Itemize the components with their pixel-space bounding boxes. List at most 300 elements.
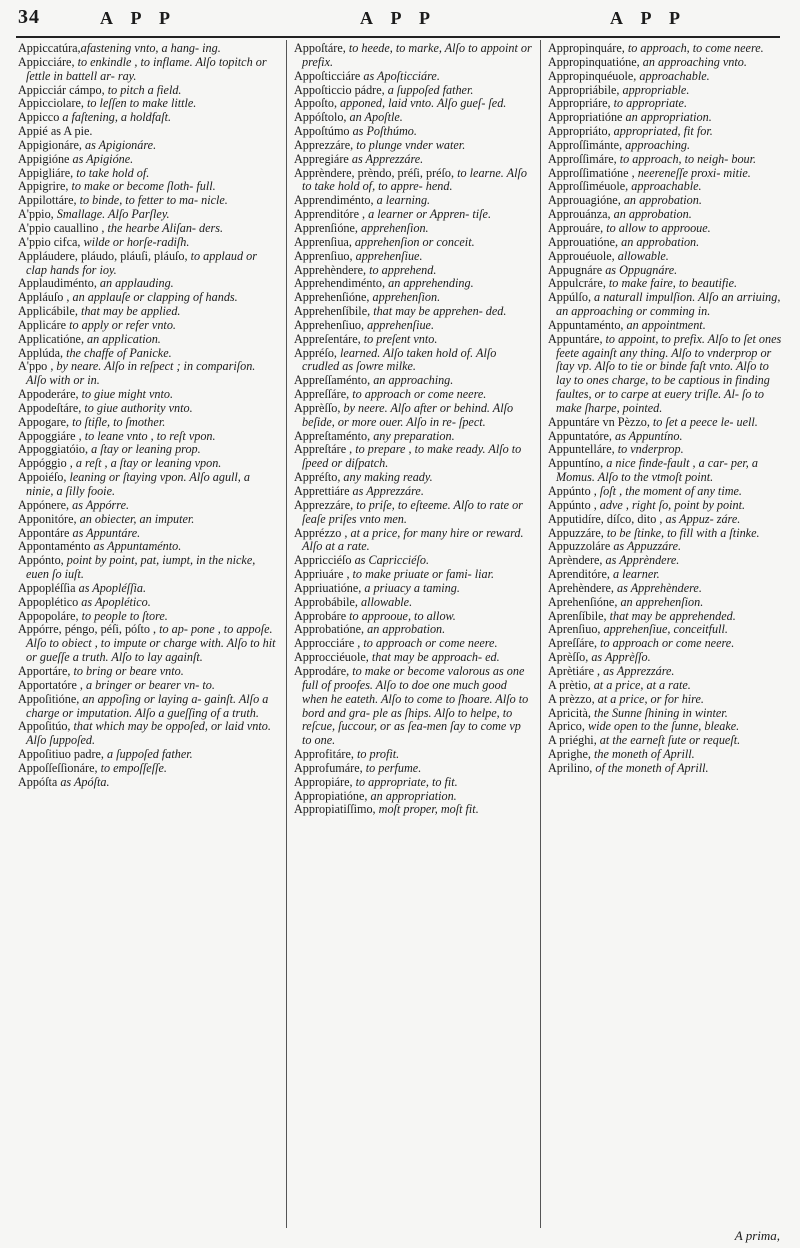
dictionary-entry xyxy=(18,305,278,319)
headword: Applaudiménto, xyxy=(18,276,100,291)
gloss: afastening vnto, a hang- ing. xyxy=(80,42,221,55)
headword: A prèzzo, xyxy=(548,691,598,706)
headword: Appodeſtáre, xyxy=(18,400,85,415)
gloss: a faſtening, a holdfaſt. xyxy=(62,110,172,125)
gloss: to leane vnto , to reſt vpon. xyxy=(84,428,216,443)
headword: Apprézzo , xyxy=(294,525,351,540)
gloss: to people to ſtore. xyxy=(81,608,168,623)
gloss: approachable. xyxy=(631,179,702,194)
dictionary-entry xyxy=(294,596,532,610)
headword: Appuzzoláre xyxy=(548,539,614,554)
gloss: as Apprehèndere. xyxy=(617,580,702,595)
headword: Apprezzáre, xyxy=(294,497,357,512)
gloss: to appropriate. xyxy=(613,96,688,111)
headword: Apprehendiménto, xyxy=(294,276,389,291)
headword: Appopléſſia xyxy=(18,580,79,595)
headword: Appicco xyxy=(18,110,63,125)
gloss: as Appórre. xyxy=(72,497,130,512)
headword: Approbatióne, xyxy=(294,622,368,637)
dictionary-entry xyxy=(548,527,784,541)
headword: Appúlſo, xyxy=(548,290,595,305)
headword: Approbáre xyxy=(294,608,350,623)
dictionary-entry xyxy=(548,582,784,596)
headword: Applicatióne, xyxy=(18,331,88,346)
headword: Appuntáre, xyxy=(548,331,606,346)
headword: Appoggiáre , xyxy=(18,428,85,443)
gloss: to prepare , to make ready. Alſo to ſpeed or diſpatch. xyxy=(302,442,522,471)
gloss: as Appuntíno. xyxy=(615,428,683,443)
headword: Appigionáre, xyxy=(18,137,86,152)
headword: Appreſſaménto, xyxy=(294,373,374,388)
headword: Appoſitúo, xyxy=(18,719,74,734)
gloss: moſt proper, moſt fit. xyxy=(378,802,479,817)
gloss: that may be approach- ed. xyxy=(371,650,500,665)
gloss: an application. xyxy=(87,331,161,346)
gloss: to binde, to fetter to ma- nicle. xyxy=(79,193,228,208)
headword: Apprenſiuo, xyxy=(294,248,356,263)
headword: Appoggiatóio, xyxy=(18,442,92,457)
gloss: wilde or horſe-radiſh. xyxy=(83,234,190,249)
dictionary-entry xyxy=(294,623,532,637)
headword: Approuáre, xyxy=(548,220,607,235)
dictionary-entry xyxy=(294,167,532,195)
headword: Aprico, xyxy=(548,719,588,734)
headword: Appropinquatióne, xyxy=(548,54,643,69)
headword: Appropriáto, xyxy=(548,124,614,139)
headword: Appreſtáre , xyxy=(294,442,356,457)
headword: Appropriatióne xyxy=(548,110,626,125)
headword: Aprehèndere, xyxy=(548,580,618,595)
gloss: a learning. xyxy=(376,193,431,208)
dictionary-entry xyxy=(18,430,278,444)
headword: Appuzzáre, xyxy=(548,525,607,540)
dictionary-entry xyxy=(548,513,784,527)
headword: Appontaménto xyxy=(18,539,94,554)
dictionary-entry xyxy=(18,236,278,250)
dictionary-entry xyxy=(548,554,784,568)
headword: Apprendiménto, xyxy=(294,193,377,208)
dictionary-entry xyxy=(294,153,532,167)
headword: Appicciolare, xyxy=(18,96,88,111)
dictionary-entry xyxy=(18,762,278,776)
dictionary-entry xyxy=(18,596,278,610)
dictionary-entry xyxy=(294,499,532,527)
gloss: an appointment. xyxy=(626,317,706,332)
dictionary-entry xyxy=(18,540,278,554)
gloss: to perfume. xyxy=(365,760,422,775)
dictionary-entry xyxy=(18,333,278,347)
gloss: apprehenſiue. xyxy=(367,317,435,332)
headword: Appigióne xyxy=(18,151,73,166)
dictionary-entry xyxy=(548,457,784,485)
dictionary-entry xyxy=(294,527,532,555)
dictionary-entry xyxy=(18,56,278,84)
headword: A'ppio cauallino , xyxy=(18,220,108,235)
headword: Approfitáre, xyxy=(294,747,357,762)
gloss: an apprehenſion. xyxy=(620,594,704,609)
dictionary-entry xyxy=(18,360,278,388)
dictionary-entry xyxy=(294,485,532,499)
dictionary-entry xyxy=(294,582,532,596)
gloss: an approbation. xyxy=(623,193,702,208)
running-head-center: A P P xyxy=(360,8,438,28)
gloss: to profit. xyxy=(356,747,400,762)
dictionary-entry xyxy=(18,665,278,679)
gloss: apprehenſion. xyxy=(372,290,441,305)
gloss: to make faire, to beautifie. xyxy=(608,276,738,291)
gloss: to priſe, to eſteeme. Alſo to rate or ſeaſe priſes vnto men. xyxy=(302,497,523,526)
dictionary-entry xyxy=(294,222,532,236)
dictionary-entry xyxy=(294,250,532,264)
headword: Appúnto , xyxy=(548,484,600,498)
headword: Appuntáre vn Pèzzo, xyxy=(548,414,653,429)
headword: Approuéuole, xyxy=(548,248,618,263)
dictionary-entry xyxy=(294,471,532,485)
dictionary-entry xyxy=(548,291,784,319)
gloss: to appropriate, to fit. xyxy=(355,774,458,789)
headword: Appoderáre, xyxy=(18,387,82,402)
column-right xyxy=(548,42,784,1226)
dictionary-entry xyxy=(548,568,784,582)
headword: Appláudere, pláudo, pláuſi, pláuſo, xyxy=(18,248,191,263)
headword: Appicciár cámpo, xyxy=(18,82,108,97)
headword: Apportatóre , xyxy=(18,677,87,692)
headword: Appropinquáre, xyxy=(548,42,628,55)
dictionary-entry xyxy=(548,222,784,236)
gloss: an approaching. xyxy=(373,373,454,388)
dictionary-entry xyxy=(18,180,278,194)
dictionary-entry xyxy=(294,665,532,748)
headword: Appoſitióne, xyxy=(18,691,83,706)
gloss: as Apprèſſo. xyxy=(591,650,651,665)
headword: Aprenſíbile, xyxy=(548,608,610,623)
gloss: to enkindle , to inflame. Alſo topitch or ſettle in battell ar- ray. xyxy=(26,54,267,83)
column-middle xyxy=(294,42,532,1226)
gloss: to appoint, to prefix. Alſo to ſet ones feete againſt any thing. Alſo to vnderprop or ſtay vp. Alſo to tie or binde faſt vnto. Alſo to lay to ones charge, to be captious in finding faultes, or to carpe at euery triſle. Al- ſo to make ſharpe, pointed. xyxy=(556,331,782,415)
headword: Appriuatióne, xyxy=(294,580,365,595)
dictionary-entry xyxy=(548,443,784,457)
headword: Approſſimánte, xyxy=(548,137,626,152)
headword: Appuntaménto, xyxy=(548,317,627,332)
dictionary-entry xyxy=(294,554,532,568)
gloss: as Apprezzáre. xyxy=(351,151,424,166)
gloss: an Apoſtle. xyxy=(349,110,403,125)
headword: Appórre, péngo, péſi, póſto , xyxy=(18,622,160,637)
headword: Approſſimáre, xyxy=(548,151,620,166)
dictionary-entry xyxy=(548,748,784,762)
dictionary-entry xyxy=(18,208,278,222)
headword: Approuagióne, xyxy=(548,193,624,208)
dictionary-entry xyxy=(18,679,278,693)
headword: Approfumáre, xyxy=(294,760,366,775)
headword: Appoſſeſſionáre, xyxy=(18,760,101,775)
gloss: as Apoſticciáre. xyxy=(363,68,440,83)
dictionary-entry xyxy=(18,623,278,665)
dictionary-entry xyxy=(18,97,278,111)
headword: A priéghi, xyxy=(548,733,600,748)
dictionary-entry xyxy=(548,208,784,222)
dictionary-entry xyxy=(294,319,532,333)
gloss: the hearbe Aliſan- ders. xyxy=(107,220,224,235)
gloss: approaching. xyxy=(625,137,691,152)
dictionary-entry xyxy=(294,111,532,125)
dictionary-entry xyxy=(18,139,278,153)
dictionary-entry xyxy=(18,527,278,541)
headword: Apprenditóre , xyxy=(294,207,369,222)
gloss: to allow to approoue. xyxy=(606,220,711,235)
headword: Appiccatúra, xyxy=(18,42,81,55)
gloss: an approbation. xyxy=(613,207,692,222)
headword: Appónere, xyxy=(18,497,73,512)
gloss: approachable. xyxy=(639,68,710,83)
headword: Apreſſáre, xyxy=(548,636,601,651)
headword: Appónto, xyxy=(18,553,67,568)
headword: Appóſta xyxy=(18,774,61,789)
gloss: at a price, or for hire. xyxy=(597,691,704,706)
dictionary-entry xyxy=(294,264,532,278)
headword: Apputidíre, díſco, dito , xyxy=(548,511,666,526)
dictionary-entry xyxy=(18,319,278,333)
dictionary-entry xyxy=(18,167,278,181)
gloss: to pitch a field. xyxy=(107,82,182,97)
headword: Appoſticcio pádre, xyxy=(294,82,388,97)
gloss: as Appuz- záre. xyxy=(665,511,741,526)
headword: Apprèſſo, xyxy=(294,400,344,415)
dictionary-entry xyxy=(548,111,784,125)
dictionary-entry xyxy=(18,125,278,139)
gloss: appropriated, fit for. xyxy=(613,124,713,139)
dictionary-entry xyxy=(18,499,278,513)
dictionary-entry xyxy=(294,374,532,388)
dictionary-entry xyxy=(294,97,532,111)
dictionary-entry xyxy=(548,623,784,637)
dictionary-entry xyxy=(548,97,784,111)
headword: Appropinquéuole, xyxy=(548,68,640,83)
headword: Applúda, xyxy=(18,345,67,360)
headword: Apprèndere, prèndo, préſi, préſo, xyxy=(294,165,458,180)
gloss: to applaud or clap hands for ioy. xyxy=(26,248,257,277)
running-head-right: A P P xyxy=(610,8,688,28)
dictionary-entry xyxy=(548,499,784,513)
header-rule xyxy=(16,36,780,38)
headword: Appoſto, xyxy=(294,96,341,111)
dictionary-entry xyxy=(548,665,784,679)
gloss: any preparation. xyxy=(373,428,455,443)
gloss: at a price, for many hire or reward. Alſo at a rate. xyxy=(302,525,524,554)
headword: Apprezzáre, xyxy=(294,137,357,152)
gloss: as Apoplético. xyxy=(81,594,151,609)
headword: Appropiatiſſimo, xyxy=(294,802,379,817)
headword: Appoplético xyxy=(18,594,82,609)
headword: Appreſſáre, xyxy=(294,387,353,402)
gloss: Smallage. Alſo Parſley. xyxy=(56,207,170,222)
dictionary-entry xyxy=(294,651,532,665)
gloss: to approoue, to allow. xyxy=(349,608,456,623)
headword: Approſſiméuole, xyxy=(548,179,632,194)
dictionary-entry xyxy=(548,180,784,194)
gloss: to ſtifle, to ſmother. xyxy=(72,414,166,429)
dictionary-entry xyxy=(294,347,532,375)
gloss: to learne. Alſo to take hold of, to appre- hend. xyxy=(302,165,527,194)
headword: Apricità, xyxy=(548,705,595,720)
gloss: an approaching vnto. xyxy=(642,54,747,69)
gloss: to approach or come neere. xyxy=(600,636,735,651)
dictionary-entry xyxy=(294,388,532,402)
gloss: that may be applied. xyxy=(80,304,181,319)
headword: Apprenſiua, xyxy=(294,234,355,249)
gloss: an approbation. xyxy=(621,234,700,249)
gloss: an appropriation. xyxy=(370,788,457,803)
gloss: a ſuppoſed father. xyxy=(107,747,193,762)
dictionary-entry xyxy=(548,56,784,70)
dictionary-entry xyxy=(18,347,278,361)
dictionary-entry xyxy=(548,42,784,56)
gloss: to make or become valorous as one full of proofes. Alſo to doe one much good when he eateth. Alſo to come to ſhoare. Alſo to bord and gra- ple as ſhips. Alſo to helpe, to reſcue, ſuccour, or as ſea-men ſay to come vp to one. xyxy=(302,663,529,748)
gloss: at a price, at a rate. xyxy=(593,677,691,692)
gloss: as Capricciéſo. xyxy=(354,553,430,568)
gloss: to ap- pone , to appoſe. Alſo to obiect , to impute or charge with. Alſo to hit or gueſſe a truth. Alſo to lay againſt. xyxy=(26,622,276,665)
dictionary-entry xyxy=(548,610,784,624)
gloss: to apply or refer vnto. xyxy=(69,317,176,332)
headword: Appuntelláre, xyxy=(548,442,618,457)
headword: Appréſto, xyxy=(294,470,344,485)
gloss: that which may be oppoſed, or laid vnto. Alſo ſuppoſed. xyxy=(26,719,271,748)
headword: Appláuſo , xyxy=(18,290,73,305)
gloss: a naturall impulſion. Alſo an arriuing, an approaching or comming in. xyxy=(556,290,781,319)
headword: Aprèſſo, xyxy=(548,650,592,665)
headword: Approbábile, xyxy=(294,594,362,609)
gloss: to leſſen to make little. xyxy=(87,96,197,111)
dictionary-entry xyxy=(548,250,784,264)
gloss: as Oppugnáre. xyxy=(605,262,678,277)
dictionary-entry xyxy=(548,333,784,416)
dictionary-entry xyxy=(548,679,784,693)
headword: Appugnáre xyxy=(548,262,606,277)
gloss: appropriable. xyxy=(622,82,690,97)
headword: Appoſticciáre xyxy=(294,68,364,83)
dictionary-entry xyxy=(18,291,278,305)
dictionary-entry xyxy=(18,513,278,527)
gloss: to empoſſeſſe. xyxy=(100,760,167,775)
headword: Appóggio , xyxy=(18,456,76,471)
headword: Appopoláre, xyxy=(18,608,82,623)
column-divider xyxy=(540,40,541,1228)
running-head-left: A P P xyxy=(100,8,178,28)
dictionary-entry xyxy=(294,762,532,776)
headword: Approdáre, xyxy=(294,663,353,678)
dictionary-entry xyxy=(548,167,784,181)
headword: Apprenſióne, xyxy=(294,220,362,235)
headword: Apprehèndere, xyxy=(294,262,370,277)
headword: Aprètiáre , xyxy=(548,663,604,678)
gloss: an apprehending. xyxy=(388,276,474,291)
headword: Appontáre xyxy=(18,525,73,540)
gloss: the moneth of Aprill. xyxy=(594,747,695,762)
gloss: as Apprezzáre. xyxy=(352,484,424,498)
headword: Appoiéſo, xyxy=(18,470,70,485)
dictionary-entry xyxy=(548,720,784,734)
gloss: to approach or come neere. xyxy=(363,636,498,651)
headword: A'ppio, xyxy=(18,207,57,222)
dictionary-entry xyxy=(294,803,532,817)
dictionary-entry xyxy=(548,416,784,430)
headword: A'ppo , xyxy=(18,359,57,374)
headword: Appropriáre, xyxy=(548,96,614,111)
gloss: learned. Alſo taken hold of. Alſo crudled as ſowre milke. xyxy=(302,345,497,374)
headword: Appreſentáre, xyxy=(294,331,364,346)
dictionary-entry xyxy=(548,430,784,444)
dictionary-entry xyxy=(18,720,278,748)
headword: Aprighe, xyxy=(548,747,595,762)
dictionary-entry xyxy=(18,402,278,416)
dictionary-entry xyxy=(18,457,278,471)
headword: Apponitóre, xyxy=(18,511,80,526)
gloss: to preſent vnto. xyxy=(363,331,438,346)
gloss: to approach, to come neere. xyxy=(627,42,764,55)
headword: Aprenſiuo, xyxy=(548,622,604,637)
headword: Appúnto , xyxy=(548,497,600,512)
dictionary-entry xyxy=(294,305,532,319)
dictionary-entry xyxy=(18,277,278,291)
gloss: that may be apprehended. xyxy=(609,608,736,623)
dictionary-entry xyxy=(18,693,278,721)
dictionary-entry xyxy=(548,707,784,721)
dictionary-entry xyxy=(18,153,278,167)
dictionary-entry xyxy=(18,84,278,98)
gloss: to vnderprop. xyxy=(617,442,684,457)
headword: Apprehenſiuo, xyxy=(294,317,368,332)
gloss: apprehenſion or conceit. xyxy=(354,234,475,249)
dictionary-entry xyxy=(548,540,784,554)
gloss: a ſuppoſed father. xyxy=(387,82,474,97)
headword: Apprettiáre xyxy=(294,484,353,498)
dictionary-entry xyxy=(294,790,532,804)
gloss: adve , right ſo, point by point. xyxy=(599,497,746,512)
gloss: to giue authority vnto. xyxy=(84,400,193,415)
column-divider xyxy=(286,40,287,1228)
dictionary-entry xyxy=(548,596,784,610)
gloss: apprehenſiue, conceitfull. xyxy=(603,622,728,637)
gloss: to plunge vnder water. xyxy=(356,137,466,152)
headword: Approcciáre , xyxy=(294,636,364,651)
headword: Aprilino, xyxy=(548,760,596,775)
gloss: to approach, to neigh- bour. xyxy=(619,151,757,166)
dictionary-entry xyxy=(18,554,278,582)
gloss: any making ready. xyxy=(343,470,433,485)
dictionary-entry xyxy=(548,734,784,748)
dictionary-entry xyxy=(548,264,784,278)
headword: Appriuáre , xyxy=(294,567,353,582)
gloss: as Appuntáre. xyxy=(72,525,141,540)
gloss: a learner. xyxy=(612,567,660,582)
headword: Appoſitiuo padre, xyxy=(18,747,108,762)
gloss: to take hold of. xyxy=(76,165,150,180)
gloss: that may be apprehen- ded. xyxy=(373,304,507,319)
headword: Appregiáre xyxy=(294,151,352,166)
dictionary-entry xyxy=(548,70,784,84)
gloss: apprehenſion. xyxy=(361,220,429,235)
gloss: as Apigionáre. xyxy=(85,137,157,152)
headword: Aprèndere, xyxy=(548,553,606,568)
dictionary-entry xyxy=(548,236,784,250)
gloss: as Apprèndere. xyxy=(605,553,680,568)
gloss: apponed, laid vnto. Alſo gueſ- ſed. xyxy=(340,96,507,111)
dictionary-entry xyxy=(548,651,784,665)
gloss: allowable. xyxy=(361,594,413,609)
gloss: a learner or Appren- tiſe. xyxy=(368,207,491,222)
gloss: by neere. Alſo after or behind. Alſo beſide, or more ouer. Alſo in re- ſpect. xyxy=(302,400,514,429)
headword: Applicábile, xyxy=(18,304,81,319)
